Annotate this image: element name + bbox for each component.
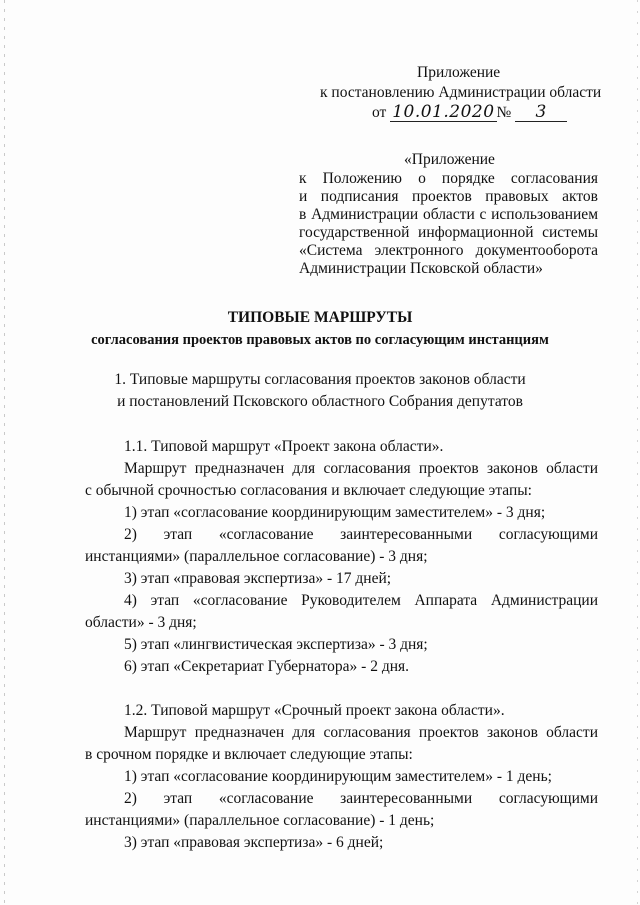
handwritten-number: 3 <box>515 103 567 122</box>
route-step: 3) этап «правовая экспертиза» - 6 дней; <box>124 834 384 851</box>
sub-appendix-line: в Администрации области с использованием <box>299 206 598 223</box>
route-step: 3) этап «правовая экспертиза» - 17 дней; <box>124 570 392 587</box>
route-intro-line: в срочном порядке и включает следующие этапы: <box>85 746 413 763</box>
route-step-continuation: инстанциями» (параллельное согласование) - 1 день; <box>85 812 435 829</box>
sub-appendix-line: к Положению о порядке согласования <box>299 170 598 187</box>
route-step: 6) этап «Секретариат Губернатора» - 2 дня. <box>124 658 410 675</box>
document-subtitle: согласования проектов правовых актов по согласующим инстанциям <box>91 332 549 348</box>
route-step: 2) этап «согласование заинтересованными согласующими <box>124 790 598 807</box>
sub-appendix-last-line: Администрации Псковской области» <box>299 260 543 277</box>
document-title: ТИПОВЫЕ МАРШРУТЫ <box>227 309 413 326</box>
route-title: 1.1. Типовой маршрут «Проект закона области». <box>124 438 444 455</box>
number-label: № <box>496 104 512 121</box>
scan-edge-left <box>4 0 5 905</box>
sub-appendix-title: «Приложение <box>404 151 495 168</box>
appendix-reference: к постановлению Администрации области <box>320 84 602 101</box>
route-step: 1) этап «согласование координирующим заместителем» - 1 день; <box>124 768 552 785</box>
route-title: 1.2. Типовой маршрут «Срочный проект закона области». <box>124 702 505 719</box>
route-step-continuation: области» - 3 дня; <box>85 614 197 631</box>
route-step: 2) этап «согласование заинтересованными согласующими <box>124 526 598 543</box>
from-label: от <box>372 104 387 121</box>
appendix-date-line <box>372 103 567 122</box>
route-intro-line: Маршрут предназначен для согласования проектов законов области <box>124 724 598 741</box>
route-intro-line: с обычной срочностью согласования и включает следующие этапы: <box>85 482 532 499</box>
handwritten-date: 10.01.2020 <box>392 102 495 122</box>
route-step: 4) этап «согласование Руководителем Аппарата Администрации <box>124 592 598 609</box>
section-heading-line: и постановлений Псковского областного Собрания депутатов <box>117 393 523 410</box>
sub-appendix-line: «Система электронного документооборота <box>299 242 598 259</box>
route-step: 1) этап «согласование координирующим заместителем» - 3 дня; <box>124 504 546 521</box>
section-heading-line: 1. Типовые маршруты согласования проектов законов области <box>114 371 526 388</box>
route-intro-line: Маршрут предназначен для согласования проектов законов области <box>124 460 598 477</box>
route-step-continuation: инстанциями» (параллельное согласование) - 3 дня; <box>85 548 428 565</box>
scan-edge-right <box>637 0 638 905</box>
sub-appendix-line: государственной информационной системы <box>299 224 598 241</box>
appendix-title: Приложение <box>417 64 501 81</box>
route-step: 5) этап «лингвистическая экспертиза» - 3 дня; <box>124 636 428 653</box>
sub-appendix-line: и подписания проектов правовых актов <box>299 188 598 205</box>
